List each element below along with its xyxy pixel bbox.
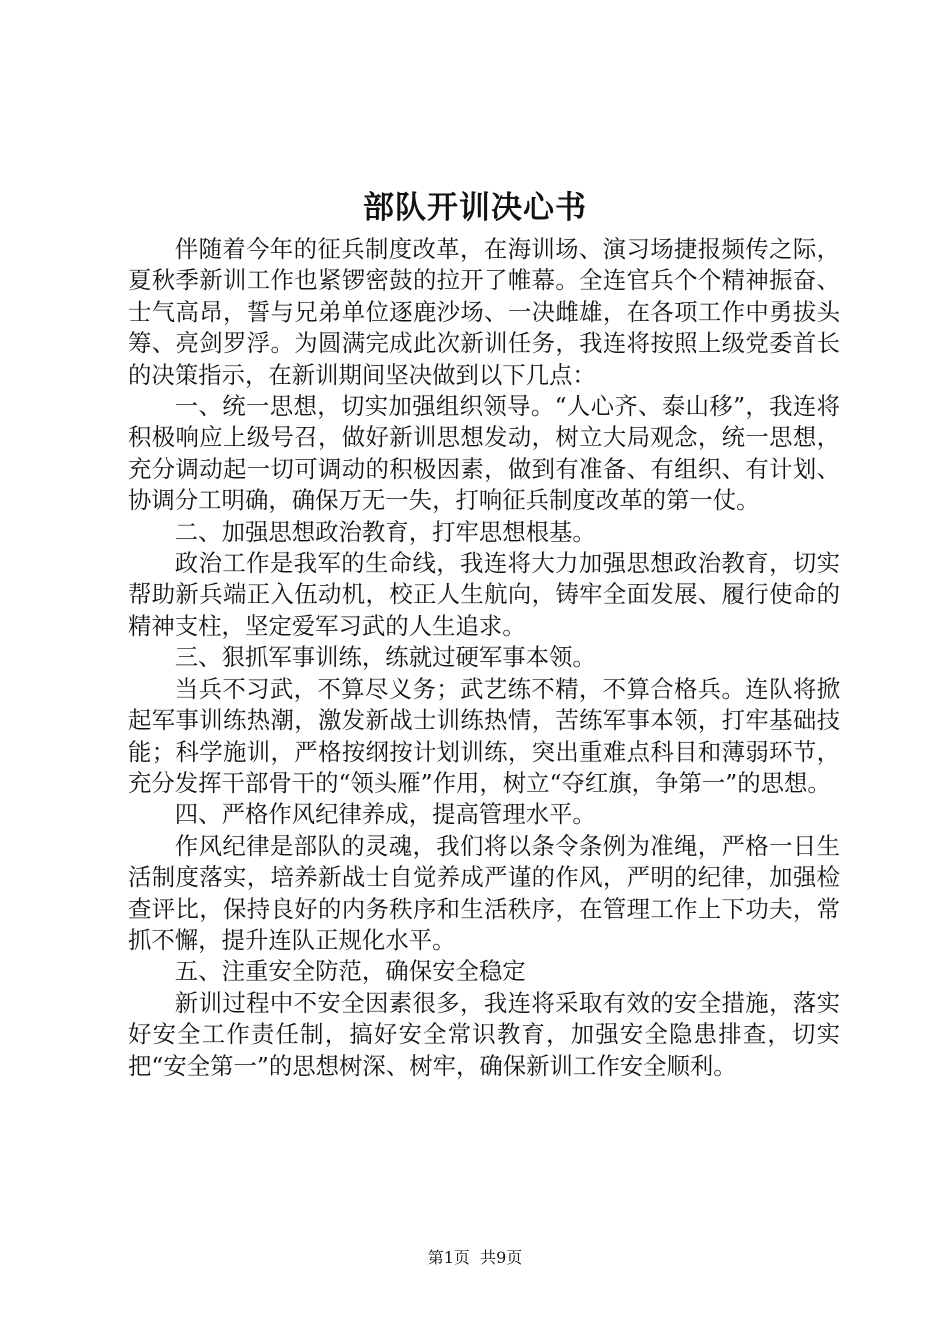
paragraph-point-1: 一、统一思想，切实加强组织领导。“人心齐、泰山移”，我连将积极响应上级号召，做好新训思想发动，树立大局观念，统一思想，充分调动起一切可调动的积极因素，做到有准备、有组织、有计划、协调分工明确，确保万无一失，打响征兵制度改革的第一仗。 bbox=[128, 392, 840, 515]
page-footer bbox=[0, 1247, 950, 1269]
heading-point-2: 二、加强思想政治教育，打牢思想根基。 bbox=[174, 517, 596, 546]
document-title: 部队开训决心书 bbox=[363, 190, 587, 226]
heading-point-3: 三、狠抓军事训练，练就过硬军事本领。 bbox=[174, 643, 596, 672]
page-number-total: 共9页 bbox=[480, 1248, 523, 1267]
paragraph-intro: 伴随着今年的征兵制度改革，在海训场、演习场捷报频传之际，夏秋季新训工作也紧锣密鼓的拉开了帷幕。全连官兵个个精神振奋、士气高昂，誓与兄弟单位逐鹿沙场、一决雌雄，在各项工作中勇拔头筹、亮剑罗浮。为圆满完成此次新训任务，我连将按照上级党委首长的决策指示，在新训期间坚决做到以下几点： bbox=[128, 235, 840, 389]
paragraph-point-5: 新训过程中不安全因素很多，我连将采取有效的安全措施，落实好安全工作责任制，搞好安全常识教育，加强安全隐患排查，切实把“安全第一”的思想树深、树牢，确保新训工作安全顺利。 bbox=[128, 988, 840, 1080]
paragraph-point-4: 作风纪律是部队的灵魂，我们将以条令条例为准绳，严格一日生活制度落实，培养新战士自觉养成严谨的作风，严明的纪律，加强检查评比，保持良好的内务秩序和生活秩序，在管理工作上下功夫，常抓不懈，提升连队正规化水平。 bbox=[128, 831, 840, 954]
page-number-current: 第1页 bbox=[427, 1248, 470, 1267]
paragraph-point-2: 政治工作是我军的生命线，我连将大力加强思想政治教育，切实帮助新兵端正入伍动机，校正人生航向，铸牢全面发展、履行使命的精神支柱，坚定爱军习武的人生追求。 bbox=[128, 549, 840, 640]
document-body bbox=[128, 234, 840, 1082]
heading-point-5: 五、注重安全防范，确保安全稳定 bbox=[174, 957, 526, 986]
paragraph-point-3: 当兵不习武，不算尽义务；武艺练不精，不算合格兵。连队将掀起军事训练热潮，激发新战士训练热情，苦练军事本领，打牢基础技能；科学施训，严格按纲按计划训练，突出重难点科目和薄弱环节，充分发挥干部骨干的“领头雁”作用，树立“夺红旗，争第一”的思想。 bbox=[128, 674, 840, 797]
heading-point-4: 四、严格作风纪律养成，提高管理水平。 bbox=[174, 800, 596, 829]
